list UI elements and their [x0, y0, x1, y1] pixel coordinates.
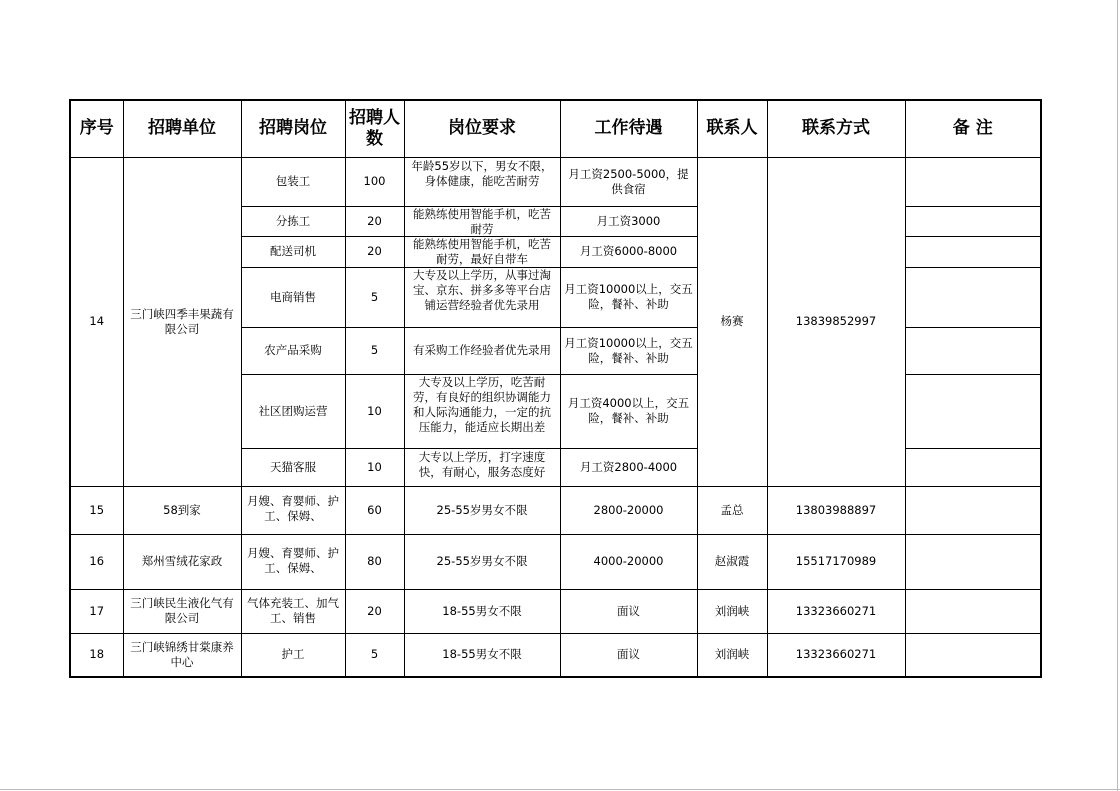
- count-cell: 5: [345, 267, 404, 327]
- remark-cell: [905, 486, 1041, 534]
- seq-cell: 17: [70, 589, 123, 633]
- salary-cell: 2800-20000: [560, 486, 697, 534]
- header-remark: 备 注: [905, 100, 1041, 157]
- count-cell: 10: [345, 448, 404, 486]
- header-phone: 联系方式: [767, 100, 905, 157]
- header-position: 招聘岗位: [241, 100, 345, 157]
- seq-cell: 14: [70, 157, 123, 486]
- position-cell: 护工: [241, 633, 345, 677]
- requirement-cell: [404, 267, 560, 327]
- seq-cell: 18: [70, 633, 123, 677]
- requirement-text: 能熟练使用智能手机，吃苦耐劳: [413, 207, 551, 235]
- position-cell: 社区团购运营: [241, 374, 345, 448]
- requirement-cell: 18-55男女不限: [404, 589, 560, 633]
- requirement-text: 年龄55岁以下，男女不限，身体健康，能吃苦耐劳: [411, 159, 553, 188]
- requirement-cell: [404, 236, 560, 267]
- requirement-text: 大专以上学历，打字速度快，有耐心，服务态度好: [418, 450, 546, 479]
- header-seq: 序号: [70, 100, 123, 157]
- position-cell: 农产品采购: [241, 327, 345, 374]
- seq-cell: 16: [70, 534, 123, 589]
- seq-cell: 15: [70, 486, 123, 534]
- page-frame-right: [1117, 0, 1118, 791]
- salary-cell: 月工资3000: [560, 206, 697, 236]
- table-row: [70, 534, 1041, 589]
- requirement-cell: [404, 374, 560, 448]
- company-cell: 三门峡锦绣甘棠康养中心: [123, 633, 241, 677]
- count-cell: 80: [345, 534, 404, 589]
- header-salary: 工作待遇: [560, 100, 697, 157]
- header-count: 招聘人数: [345, 100, 404, 157]
- header-requirement: 岗位要求: [404, 100, 560, 157]
- count-cell: 5: [345, 327, 404, 374]
- header-row: [70, 100, 1041, 157]
- salary-cell: 面议: [560, 589, 697, 633]
- position-cell: 分拣工: [241, 206, 345, 236]
- requirement-cell: [404, 206, 560, 236]
- remark-cell: [905, 534, 1041, 589]
- requirement-cell: [404, 448, 560, 486]
- requirement-cell: 18-55男女不限: [404, 633, 560, 677]
- remark-cell: [905, 267, 1041, 327]
- phone-cell: 13803988897: [767, 486, 905, 534]
- recruitment-table: [69, 99, 1042, 678]
- header-contact: 联系人: [697, 100, 767, 157]
- salary-cell: 月工资4000以上，交五险，餐补、补助: [560, 374, 697, 448]
- company-cell: 58到家: [123, 486, 241, 534]
- position-text: 月嫂、育婴师、护工、保姆、: [247, 545, 339, 575]
- position-cell: 电商销售: [241, 267, 345, 327]
- remark-cell: [905, 448, 1041, 486]
- salary-cell: 月工资2500-5000，提供食宿: [560, 157, 697, 206]
- count-cell: 20: [345, 206, 404, 236]
- position-cell: 包装工: [241, 157, 345, 206]
- requirement-text: 大专及以上学历，从事过淘宝、京东、拼多多等平台店铺运营经验者优先录用: [413, 268, 551, 312]
- company-cell: 三门峡四季丰果蔬有限公司: [123, 157, 241, 486]
- phone-cell: 13323660271: [767, 633, 905, 677]
- salary-cell: 月工资10000以上，交五险，餐补、补助: [560, 267, 697, 327]
- table-row: [70, 157, 1041, 206]
- remark-cell: [905, 633, 1041, 677]
- page-frame-bottom: [0, 789, 1120, 790]
- remark-cell: [905, 157, 1041, 206]
- contact-cell: 孟总: [697, 486, 767, 534]
- requirement-cell: 有采购工作经验者优先录用: [404, 327, 560, 374]
- count-cell: 20: [345, 589, 404, 633]
- table-row: [70, 633, 1041, 677]
- requirement-cell: 25-55岁男女不限: [404, 534, 560, 589]
- table-row: [70, 486, 1041, 534]
- count-cell: 5: [345, 633, 404, 677]
- contact-cell: 杨赛: [697, 157, 767, 486]
- company-cell: 三门峡民生液化气有限公司: [123, 589, 241, 633]
- count-cell: 60: [345, 486, 404, 534]
- position-cell: 天猫客服: [241, 448, 345, 486]
- contact-cell: 刘润峡: [697, 633, 767, 677]
- remark-cell: [905, 374, 1041, 448]
- remark-cell: [905, 327, 1041, 374]
- phone-cell: 13323660271: [767, 589, 905, 633]
- contact-cell: 赵淑霞: [697, 534, 767, 589]
- company-cell: 郑州雪绒花家政: [123, 534, 241, 589]
- count-cell: 100: [345, 157, 404, 206]
- header-company: 招聘单位: [123, 100, 241, 157]
- remark-cell: [905, 206, 1041, 236]
- salary-cell: 面议: [560, 633, 697, 677]
- requirement-cell: 25-55岁男女不限: [404, 486, 560, 534]
- salary-cell: 月工资2800-4000: [560, 448, 697, 486]
- position-cell: 气体充装工、加气工、销售: [241, 589, 345, 633]
- requirement-cell: [404, 157, 560, 206]
- count-cell: 20: [345, 236, 404, 267]
- remark-cell: [905, 589, 1041, 633]
- position-text: 月嫂、育婴师、护工、保姆、: [247, 494, 339, 523]
- remark-cell: [905, 236, 1041, 267]
- phone-cell: 15517170989: [767, 534, 905, 589]
- position-cell: [241, 486, 345, 534]
- salary-cell: 4000-20000: [560, 534, 697, 589]
- table-row: [70, 589, 1041, 633]
- contact-cell: 刘润峡: [697, 589, 767, 633]
- salary-cell: 月工资6000-8000: [560, 236, 697, 267]
- salary-cell: 月工资10000以上，交五险，餐补、补助: [560, 327, 697, 374]
- count-cell: 10: [345, 374, 404, 448]
- phone-cell: 13839852997: [767, 157, 905, 486]
- position-cell: 配送司机: [241, 236, 345, 267]
- position-cell: [241, 534, 345, 589]
- requirement-text: 能熟练使用智能手机，吃苦耐劳，最好自带车: [413, 237, 551, 266]
- requirement-text: 大专及以上学历，吃苦耐劳，有良好的组织协调能力和人际沟通能力，一定的抗压能力，能适应长期出差: [413, 375, 551, 434]
